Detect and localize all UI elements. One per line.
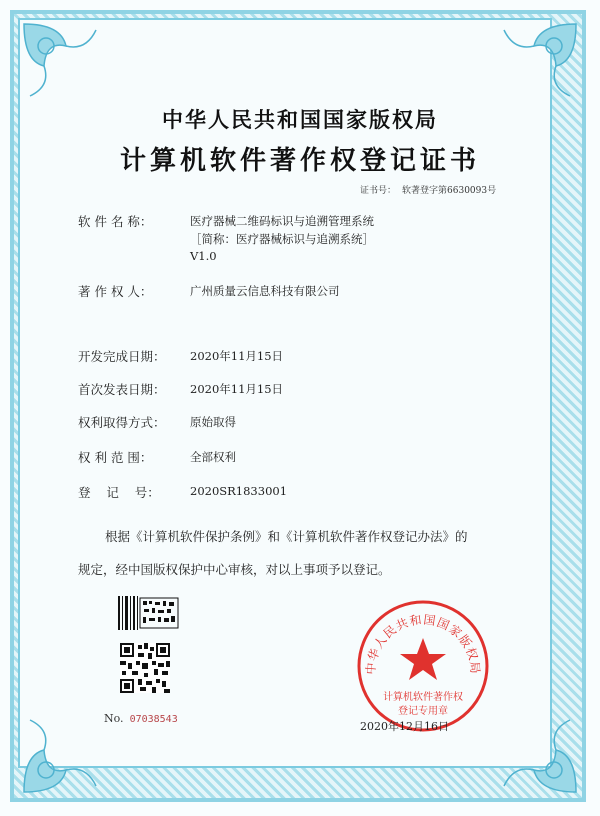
statement-line-1: 根据《计算机软件保护条例》和《计算机软件著作权登记办法》的 bbox=[105, 529, 468, 544]
statement-line-2: 规定，经中国版权保护中心审核，对以上事项予以登记。 bbox=[78, 562, 391, 577]
certificate-number bbox=[360, 183, 496, 196]
rights-scope-label: 权 利 范 围： bbox=[78, 450, 153, 465]
corner-ornament-icon bbox=[494, 710, 584, 800]
corner-ornament-icon bbox=[16, 710, 106, 800]
completion-date-label: 开发完成日期： bbox=[78, 349, 166, 364]
copyright-owner-label: 著 作 权 人： bbox=[78, 284, 153, 299]
registration-number-label: 登 记 号： bbox=[78, 485, 160, 500]
rights-scope-value: 全部权利 bbox=[190, 450, 236, 464]
seal-line-1: 计算机软件著作权 bbox=[383, 692, 463, 703]
barcode-icon bbox=[118, 596, 182, 630]
software-version: V1.0 bbox=[190, 249, 217, 263]
issuing-authority: 中华人民共和国国家版权局 bbox=[162, 107, 438, 132]
serial-number-value: 07038543 bbox=[129, 714, 178, 725]
acquisition-method-value: 原始取得 bbox=[190, 415, 236, 429]
software-short-name: ［简称：医疗器械标识与追溯系统］ bbox=[190, 232, 374, 246]
corner-ornament-icon bbox=[494, 16, 584, 106]
copyright-owner-value: 广州质量云信息科技有限公司 bbox=[190, 284, 340, 298]
serial-number-label: No. bbox=[104, 712, 124, 725]
document-title: 计算机软件著作权登记证书 bbox=[119, 146, 480, 176]
seal-star-icon bbox=[400, 638, 446, 680]
certificate-number-value: 软著登字第6630093号 bbox=[402, 186, 497, 196]
serial-number bbox=[104, 712, 178, 725]
corner-ornament-icon bbox=[16, 16, 106, 106]
seal-ring-text: 中华人民共和国国家版权局 bbox=[363, 612, 483, 676]
completion-date-value: 2020年11月15日 bbox=[190, 349, 284, 363]
acquisition-method-label: 权利取得方式： bbox=[78, 415, 166, 430]
certificate-number-label: 证书号： bbox=[360, 186, 397, 196]
first-publication-date-label: 首次发表日期： bbox=[78, 382, 166, 397]
software-name-value: 医疗器械二维码标识与追溯管理系统 bbox=[190, 214, 374, 228]
registration-number-value: 2020SR1833001 bbox=[190, 484, 288, 498]
issue-date: 2020年12月16日 bbox=[360, 720, 449, 733]
first-publication-date-value: 2020年11月15日 bbox=[190, 382, 284, 396]
qr-code-icon bbox=[120, 643, 170, 693]
software-name-label: 软 件 名 称： bbox=[78, 214, 153, 229]
seal-line-2: 登记专用章 bbox=[398, 706, 448, 717]
